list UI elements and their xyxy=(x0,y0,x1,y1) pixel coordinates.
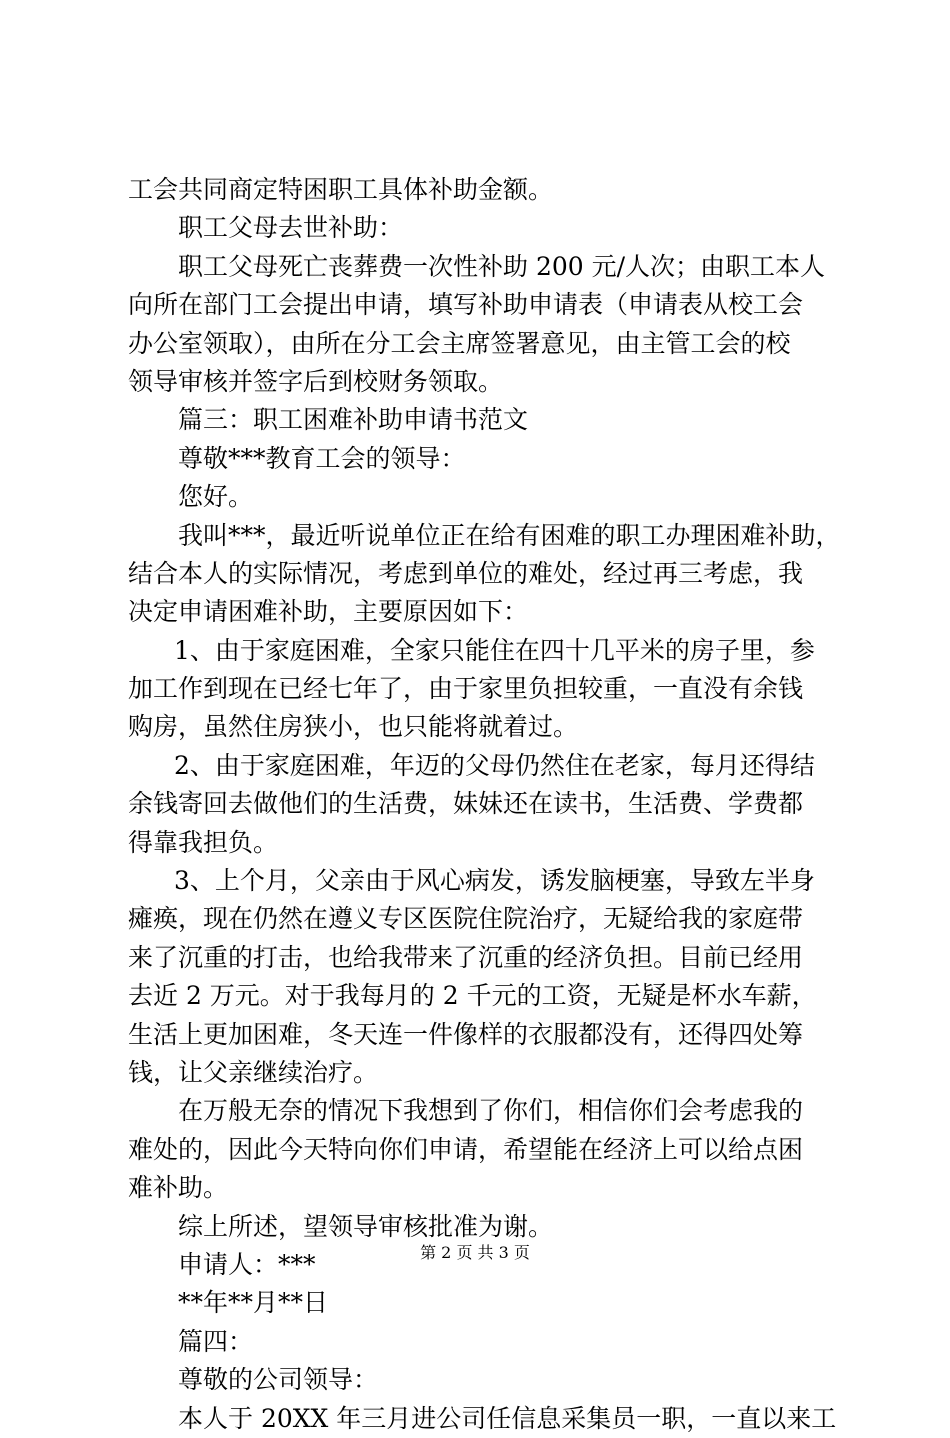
section-heading: 职工父母去世补助： xyxy=(178,213,404,243)
text-line: 在万般无奈的情况下我想到了你们，相信你们会考虑我的 xyxy=(178,1096,804,1126)
text-line: 加工作到现在已经七年了，由于家里负担较重，一直没有余钱 xyxy=(128,674,804,704)
applicant-line: 申请人：*** xyxy=(178,1249,316,1279)
text-line: 本人于 20XX 年三月进公司任信息采集员一职，一直以来工 xyxy=(178,1403,837,1433)
text-line: 得靠我担负。 xyxy=(128,827,279,857)
text-line: 购房，虽然住房狭小，也只能将就着过。 xyxy=(128,712,579,742)
page-number: 第 2 页 共 3 页 xyxy=(420,1243,530,1262)
page-footer xyxy=(0,1242,950,1264)
text-line: 去近 2 万元。对于我每月的 2 千元的工资，无疑是杯水车薪， xyxy=(128,981,817,1011)
text-line: 难补助。 xyxy=(128,1173,229,1203)
text-line: 我叫***，最近听说单位正在给有困难的职工办理困难补助， xyxy=(178,520,841,550)
text-line: 职工父母死亡丧葬费一次性补助 200 元/人次；由职工本人 xyxy=(178,251,826,281)
text-line: 领导审核并签字后到校财务领取。 xyxy=(128,366,504,396)
text-line: 结合本人的实际情况，考虑到单位的难处，经过再三考虑，我 xyxy=(128,558,804,588)
text-line: 办公室领取），由所在分工会主席签署意见，由主管工会的校 xyxy=(128,328,791,358)
salutation: 尊敬***教育工会的领导： xyxy=(178,443,466,473)
section-heading: 篇四： xyxy=(178,1326,254,1356)
text-line: 3、上个月，父亲由于风心病发，诱发脑梗塞，导致左半身 xyxy=(174,866,815,896)
text-line: 余钱寄回去做他们的生活费，妹妹还在读书，生活费、学费都 xyxy=(128,789,804,819)
text-line: 1、由于家庭困难，全家只能住在四十几平米的房子里，参 xyxy=(174,635,815,665)
text-line: 来了沉重的打击，也给我带来了沉重的经济负担。目前已经用 xyxy=(128,942,804,972)
salutation: 尊敬的公司领导： xyxy=(178,1365,379,1395)
text-line: 瘫痪，现在仍然在遵义专区医院住院治疗，无疑给我的家庭带 xyxy=(128,904,804,934)
text-line: 生活上更加困难，冬天连一件像样的衣服都没有，还得四处筹 xyxy=(128,1019,804,1049)
closing-line: 综上所述，望领导审核批准为谢。 xyxy=(178,1211,554,1241)
text-line: 工会共同商定特困职工具体补助金额。 xyxy=(128,175,554,204)
section-heading: 篇三：职工困难补助申请书范文 xyxy=(178,405,529,435)
text-line: 2、由于家庭困难，年迈的父母仍然住在老家，每月还得结 xyxy=(174,750,815,780)
text-line: 难处的，因此今天特向你们申请，希望能在经济上可以给点困 xyxy=(128,1134,804,1164)
greeting: 您好。 xyxy=(178,482,254,512)
text-line: 决定申请困难补助，主要原因如下： xyxy=(128,597,529,627)
text-line: 钱，让父亲继续治疗。 xyxy=(128,1057,379,1087)
text-line: 向所在部门工会提出申请，填写补助申请表（申请表从校工会 xyxy=(128,290,804,320)
date-line: **年**月**日 xyxy=(178,1288,329,1318)
